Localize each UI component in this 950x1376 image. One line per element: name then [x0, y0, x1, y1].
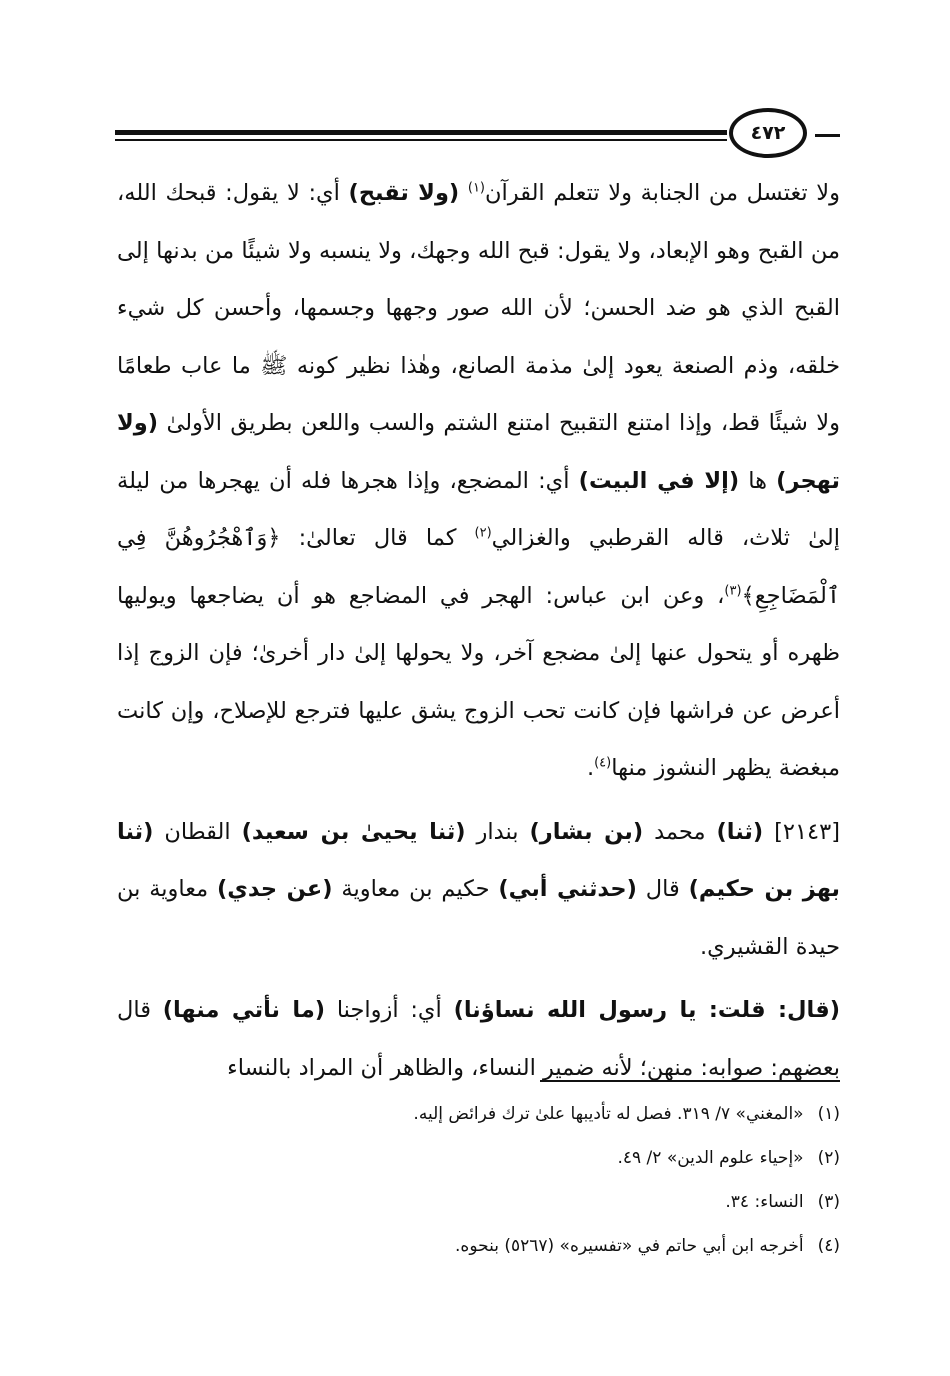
text-run: أي: لا يقول: قبحك الله، من القبح وهو الإبعاد، ولا يقول: قبح الله وجهك، ولا ينسبه ولا شيئًا من بدنها إلى القبح الذي هو ضد الحسن؛ لأن الله صور وجهها وجسمها، وأحسن كل شيء خلقه، وذم الصنعة يعود إلىٰ مذمة الصانع، وهٰذا نظير كونه ﷺ ما عاب طعامًا ولا شيئًا قط، وإذا امتنع التقبيح امتنع الشتم والسب واللعن بطريق الأولىٰ: [117, 180, 840, 436]
footnote-separator: [540, 1080, 840, 1082]
footnote-1: [117, 1092, 840, 1136]
main-text: [117, 165, 840, 1097]
text-run: معاوية بن حيدة القشيري.: [117, 876, 840, 960]
header-rule-thick: [115, 130, 727, 135]
page-number-badge: ٤٧٢: [729, 108, 807, 158]
text-run: ها: [739, 467, 777, 494]
bold-hadith-phrase: (ثنا): [716, 818, 764, 845]
bold-hadith-phrase: (ولا تهجر): [117, 410, 840, 494]
bold-hadith-phrase: (ولا تقبح): [348, 180, 460, 206]
footnote-reference: (٤): [594, 755, 612, 771]
bold-hadith-phrase: (ثنا بهز بن حكيم): [117, 818, 840, 902]
bold-hadith-phrase: (قال: قلت: يا رسول الله نساؤنا): [453, 997, 840, 1023]
footnote-3: [117, 1180, 840, 1224]
header-rule-thin: [115, 139, 727, 141]
footnote-4: [117, 1224, 840, 1268]
bold-hadith-phrase: (إلا في البيت): [578, 467, 740, 494]
page-header: [115, 108, 840, 164]
text-run: قال بعضهم: صوابه: منهن؛ لأنه ضمير النساء، والظاهر أن المراد بالنساء: [117, 997, 840, 1081]
footnotes: [117, 1092, 840, 1268]
footnote-reference: (٣): [724, 583, 742, 598]
text-run: كما قال تعالىٰ: ﴿وَٱهْجُرُوهُنَّ فِي ٱلْمَضَاجِعِ﴾: [117, 525, 840, 609]
footnote-reference: (١): [467, 180, 485, 196]
footnote-number: (٢): [817, 1148, 840, 1168]
text-run: القطان: [153, 818, 242, 845]
text-run: ، وعن ابن عباس: الهجر في المضاجع هو أن يضاجعها ويوليها ظهره أو يتحول عنها إلىٰ مضجع آخر، ولا يحولها إلىٰ دار أخرىٰ؛ فإن الزوج إذا أعرض عن فراشها فإن كانت تحب الزوج يشق عليها فترجع للإصلاح، وإن كانت مبغضة يظهر النشوز منها: [117, 582, 840, 781]
paragraph-hadith-chain: [117, 804, 840, 977]
footnote-reference: (٢): [474, 525, 492, 541]
header-rule-right: [815, 134, 840, 137]
bold-hadith-phrase: (ثنا يحيىٰ بن سعيد): [241, 818, 466, 845]
text-run: محمد: [643, 818, 717, 845]
footnote-text: أخرجه ابن أبي حاتم في «تفسيره» (٥٢٦٧) بنحوه.: [455, 1236, 804, 1256]
footnote-text: «إحياء علوم الدين» ٢/ ٤٩.: [617, 1148, 804, 1168]
text-run: [459, 180, 468, 206]
text-run: أي: أزواجنا: [325, 997, 454, 1023]
text-run: بندار: [465, 818, 530, 845]
footnote-number: (٣): [817, 1192, 840, 1212]
paragraph-commentary: [117, 165, 840, 798]
bold-hadith-phrase: (حدثني أبي): [498, 876, 637, 902]
text-run: أي: المضجع، وإذا هجرها فله أن يهجرها من ليلة إلىٰ ثلاث، قاله القرطبي والغزالي: [117, 467, 840, 551]
footnote-text: النساء: ٣٤.: [725, 1192, 804, 1212]
text-run: .: [586, 755, 595, 781]
footnote-2: [117, 1136, 840, 1180]
bold-hadith-phrase: (ما نأتي منها): [162, 997, 326, 1023]
text-run: ولا تغتسل من الجنابة ولا تتعلم القرآن: [485, 180, 840, 206]
text-run: حكيم بن معاوية: [332, 876, 499, 902]
footnote-text: «المغني» ٧/ ٣١٩. فصل له تأديبها علىٰ ترك فرائض إليه.: [413, 1104, 804, 1124]
footnote-number: (١): [817, 1104, 840, 1124]
text-run: قال: [636, 876, 689, 902]
text-run: [٢١٤٣]: [763, 818, 840, 845]
footnote-number: (٤): [817, 1236, 840, 1256]
bold-hadith-phrase: (بن بشار): [529, 818, 644, 845]
bold-hadith-phrase: (عن جدي): [217, 876, 333, 902]
